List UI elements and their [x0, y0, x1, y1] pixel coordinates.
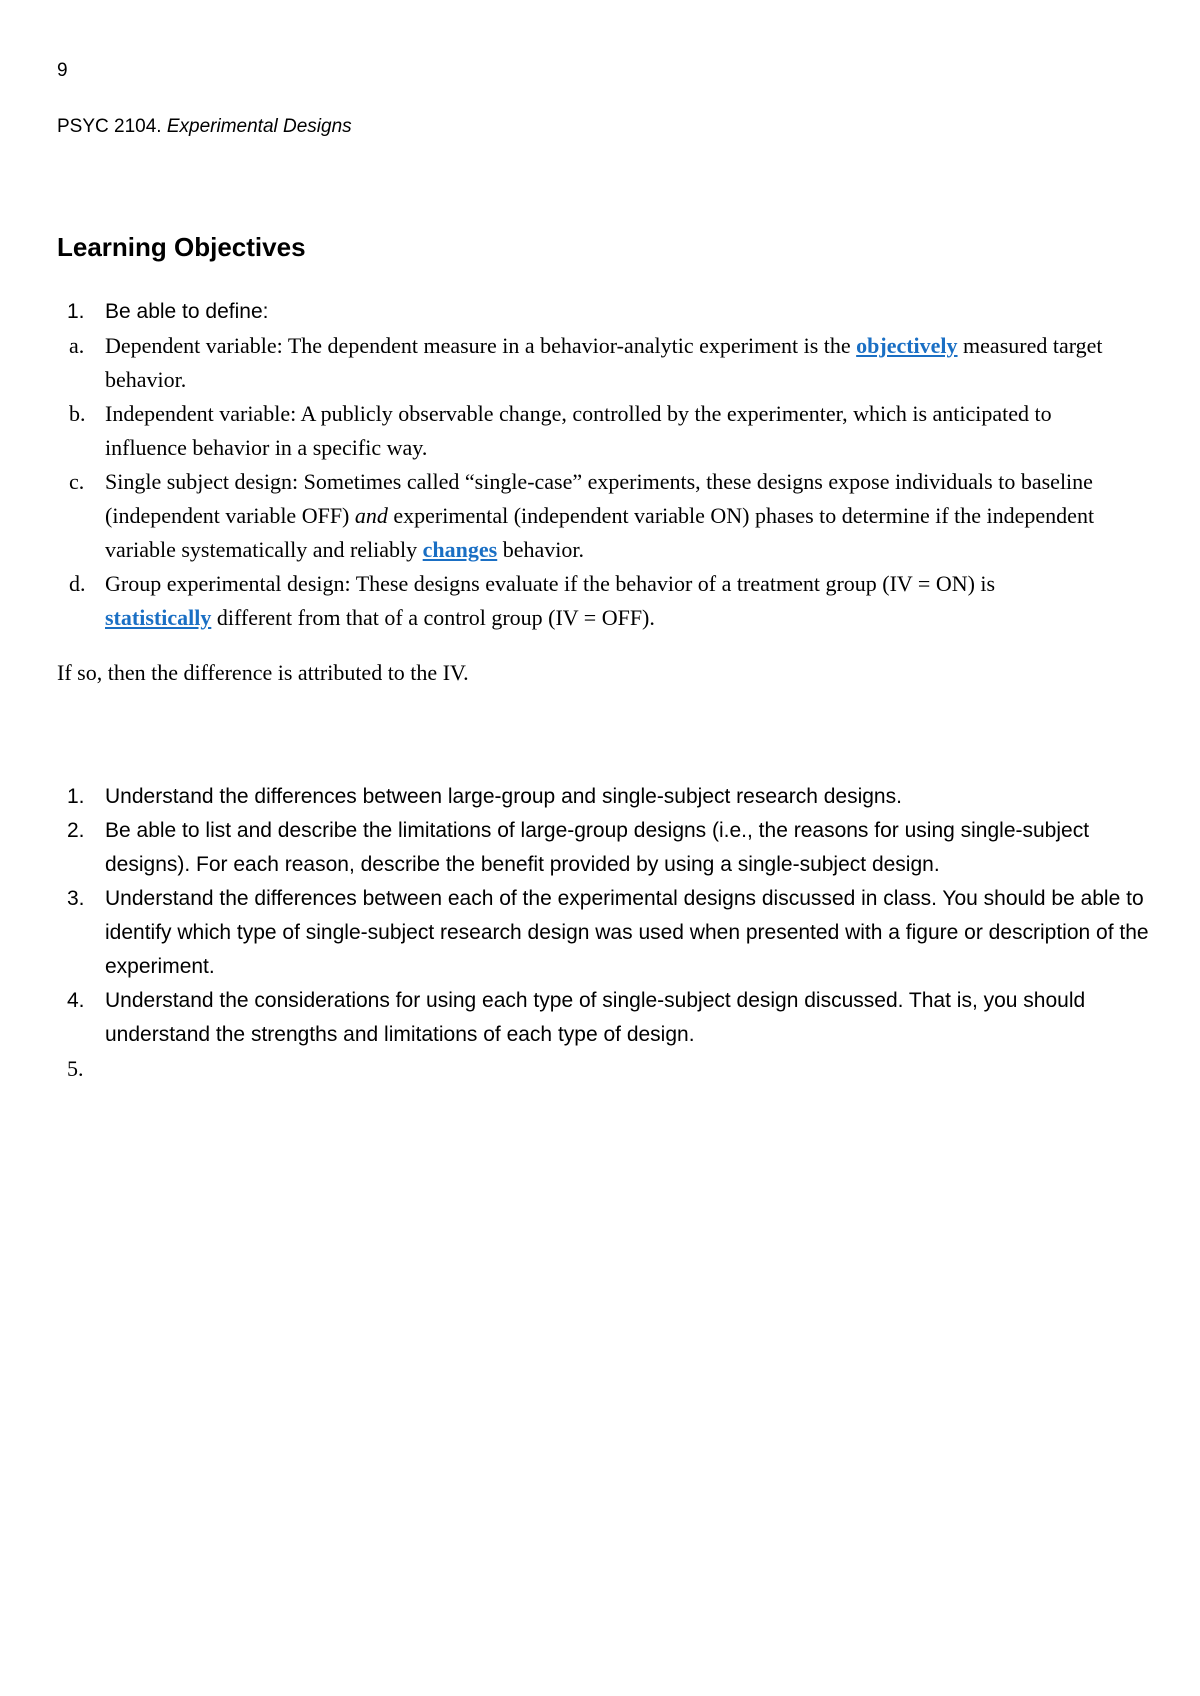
list-item-text: Be able to list and describe the limitations of large-group designs (i.e., the reasons for using single-subject designs). For each reason, describe the benefit provided by using a single-subject design.: [105, 819, 1090, 876]
definitions-list: [57, 295, 1157, 635]
definition-text: measured target behavior.: [105, 333, 1103, 392]
list-number: 5.: [67, 1056, 84, 1081]
list-number: 1.: [67, 785, 85, 808]
link-changes[interactable]: changes: [422, 537, 498, 562]
definitions-sublist: [69, 329, 1157, 635]
sublist-item-single-subject-design: [69, 465, 1105, 567]
course-title: Experimental Designs: [166, 116, 352, 137]
definition-text: behavior.: [497, 537, 584, 562]
list-item-text: Understand the differences between each of the experimental designs discussed in class. You should be able to identify which type of single-subject research design was used when presented with a figure or description of the experiment.: [105, 887, 1149, 978]
italic-and: and: [354, 503, 388, 528]
sublist-item-independent-variable: [69, 397, 1105, 465]
sublist-item-dependent-variable: [69, 329, 1105, 397]
definition-text: Single subject design: Sometimes called “single-case” experiments, these designs expose individuals to baseline (independent variable OFF): [105, 469, 1093, 528]
definition-text: experimental (independent variable ON) phases to determine if the independent variable systematically and reliably: [105, 503, 1095, 562]
running-header: [57, 116, 352, 138]
sublist-letter: c.: [69, 469, 85, 494]
objectives-list: [57, 780, 1167, 1081]
list-item-text: Be able to define:: [105, 300, 269, 323]
list-item: [57, 295, 1157, 635]
list-item: [57, 882, 1167, 984]
list-item: [57, 780, 1167, 814]
sublist-item-group-design: [69, 567, 1105, 635]
link-objectively[interactable]: objectively: [856, 333, 958, 358]
sublist-letter: a.: [69, 333, 85, 358]
definition-text: Independent variable: A publicly observable change, controlled by the experimenter, which is anticipated to influence behavior in a specific way.: [105, 401, 1052, 460]
link-statistically[interactable]: statistically: [105, 605, 212, 630]
sublist-letter: b.: [69, 401, 86, 426]
definition-text: Dependent variable: The dependent measure in a behavior-analytic experiment is the: [105, 333, 857, 358]
section-heading: Learning Objectives: [57, 232, 306, 262]
list-number: 4.: [67, 989, 85, 1012]
sublist-letter: d.: [69, 571, 86, 596]
list-number: 3.: [67, 887, 85, 910]
list-item: [57, 814, 1167, 882]
list-item-text: Understand the differences between large-group and single-subject research designs.: [105, 785, 902, 808]
definition-text: different from that of a control group (IV = OFF).: [211, 605, 655, 630]
definition-text: Group experimental design: These designs evaluate if the behavior of a treatment group (IV = ON) is: [105, 571, 996, 596]
course-code: PSYC 2104.: [57, 116, 162, 137]
body-paragraph: If so, then the difference is attributed to the IV.: [57, 660, 469, 685]
list-item-text: Understand the considerations for using each type of single-subject design discussed. That is, you should understand the strengths and limitations of each type of design.: [105, 989, 1086, 1046]
list-item: [57, 984, 1167, 1052]
list-number: 1.: [67, 300, 85, 323]
list-number: 2.: [67, 819, 85, 842]
page-number: 9: [57, 60, 68, 81]
